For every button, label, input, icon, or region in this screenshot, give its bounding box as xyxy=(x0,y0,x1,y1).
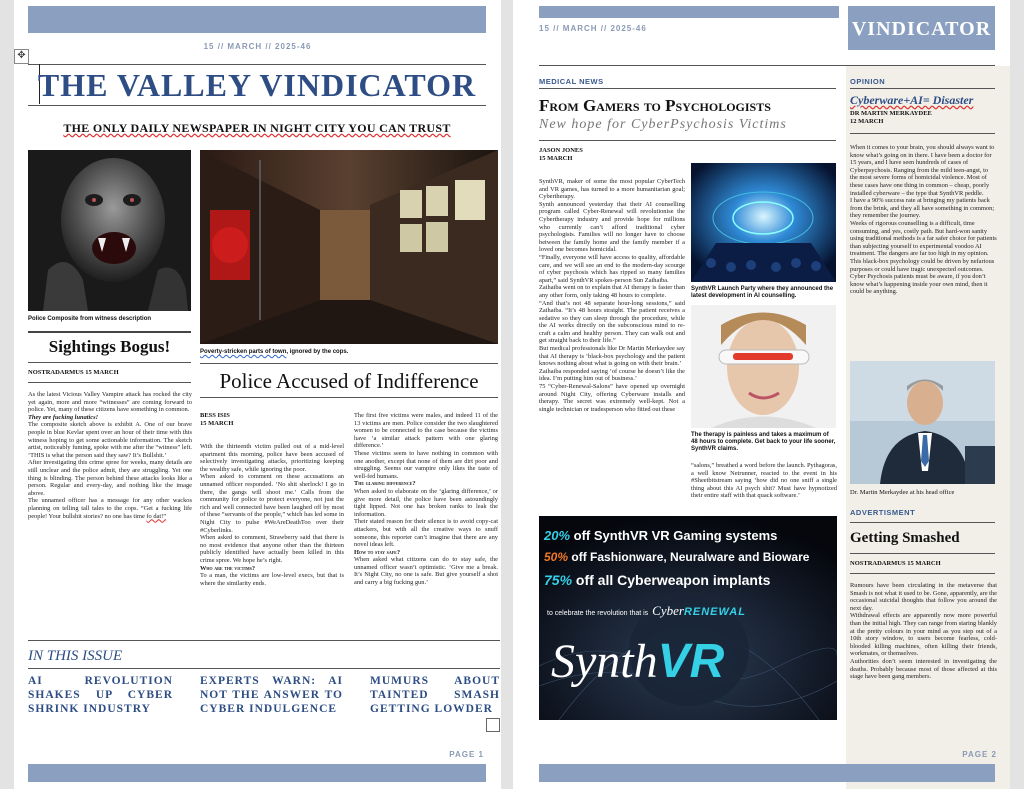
ad-celebrate: to celebrate the revolution that is CyberRENEWAL xyxy=(547,603,746,618)
doctor-photo xyxy=(850,361,995,484)
opinion-body: When it comes to your brain, you should always want to know what’s going on in there. I have been a doctor for 15 years, and I have seen hundreds of cases of Cyberpsychosis. Ranging from the mild teen-angst, to the most severe forms of homicidal violence. Most of these cases have one thing in common – cheap, poorly installed cyberware – the type that SynthVR peddle. I have a 90% success rate at bringing my patients back from the brink, and they all have something in common; they remember the journey. Weeks of rigorous counselling is a difficult, time consuming, and yes, costly path. But hard-won sanity using traditional methods is a far safer choice for patients than subjecting yourself to experimental voodoo AI treatment. The dangers are far too high in my opinion. This black-box psychology could be driven by nefarious purposes or could have tragic unexpected outcomes. Cyber Psychosis patients must be aware, if you don’t know what’s happening inside your own mind, then it could be anything. xyxy=(850,144,997,296)
page-number: PAGE 2 xyxy=(962,750,997,759)
ad-line-3: 75% off all Cyberweapon implants xyxy=(544,572,771,588)
footer-band xyxy=(28,764,486,782)
article1-headline: Sightings Bogus! xyxy=(48,337,171,356)
article2-col2: The first five victims were males, and indeed 11 of the 13 victims are men. Police consider the two slaughtered women to be connected to the case because the victims have ‘a similar attack pattern with one glaring difference.’ These victims seem to have nothing in common with one another, except that none of them are dirt poor and struggling. Seems our vampire only likes the taste of well-fed humans. The glaring difference? When asked to elaborate on the ‘glaring difference,’ or give more detail, the police have been astoundingly tight lipped. Not one has broken ranks to leak the information. Their stated reason for their silence is to avoid copy-cat attackers, but with all the creative ways to snuff someone, this reporter can’t imagine that there are any novel ideas left. How to stay safe? When asked what citizens can do to stay safe, the unnamed officer wasn’t optimistic. ‘Give me a break. It’s Night City, no one is safe. But give yourself a shot and carry a big fucking gun.’ xyxy=(354,412,498,587)
page-meta: 15 // MARCH // 2025-46 xyxy=(203,42,312,51)
move-handle-icon[interactable]: ✥ xyxy=(14,49,29,64)
advert-byline: NOSTRADARMUS 15 MARCH xyxy=(850,560,941,567)
divider xyxy=(200,397,498,398)
ad-synthvr-logo: SynthVR xyxy=(551,635,725,688)
divider xyxy=(539,88,836,89)
vr-launch-party-image xyxy=(691,163,836,282)
main-col2: “salons,” breathed a word before the launch. Pythagoras, a well know Netrunner, reacted to the event in his #Sheetbitstream saying ‘how did no one sniff a single thing about this AI psych shit? Must have hypnotized their entire staff with that quack software.’ xyxy=(691,462,837,500)
divider xyxy=(28,382,191,383)
opinion-title: Cyberware+AI= Disaster xyxy=(850,93,974,107)
footer-band xyxy=(539,764,995,782)
divider xyxy=(28,105,486,106)
header-band xyxy=(539,6,839,18)
therapy-woman-image xyxy=(691,305,836,428)
vr-caption: SynthVR Launch Party where they announced the latest development in AI counselling. xyxy=(691,286,834,299)
article1-body: As the latest Vicious Valley Vampire attack has rocked the city yet again, more and more “witnesses” are coming forward to police. Yet, many of these citizens have something in common. They are fucking lunatics! The composite sketch above is exhibit A. One of our brave people in blue Kevlar spent over an hour of their time with this witness hoping to get some actionable information. The sketch artist, noticeably fuming, spoke with me after the “witness” left. ‘THIS is what the person said they saw? It’s Bullshit.’ After investigating this crime spree for weeks, many details are still unclear and the police admit, they are struggling. Yet one thing is blinding. The person behind these attacks looks like a person. Regular and every-day, and nothing like the image above. The unnamed officer has a message for any other wackos planning on telling tall tales to the cops. “Get a fucking life people! Your bullshit stories? no one has time fo dat!” xyxy=(28,391,192,520)
page-meta: 15 // MARCH // 2025-46 xyxy=(539,24,647,33)
main-byline: JASON JONES 15 MARCH xyxy=(539,147,583,162)
teaser-2[interactable]: EXPERTS WARN: AI NOT THE ANSWER TO CYBER INDULGENCE xyxy=(200,675,343,715)
page-1 xyxy=(14,0,501,789)
alley-caption: Poverty-stricken parts of town, ignored by the cops. xyxy=(200,349,349,355)
ad-line-2: 50% off Fashionware, Neuralware and Bioware xyxy=(544,550,810,564)
masthead: THE VALLEY VINDICATOR xyxy=(37,67,477,103)
divider xyxy=(28,640,500,641)
tagline: THE ONLY DAILY NEWSPAPER IN NIGHT CITY YOU CAN TRUST xyxy=(63,121,451,135)
alley-image xyxy=(200,150,498,344)
divider xyxy=(850,522,995,523)
advert-headline: Getting Smashed xyxy=(850,530,960,546)
divider xyxy=(28,331,191,333)
divider xyxy=(539,140,836,141)
article2-byline: BESS ISIS 15 MARCH xyxy=(200,412,234,427)
main-section-label: MEDICAL NEWS xyxy=(539,77,604,86)
main-col1: SynthVR, maker of some the most popular CyberTech and VR games, has turned to a more humanitarian goal; Cybertherapy. Synth announced yesterday that their AI counselling program called Cyber-Renewal will revolutionise the Cybertherapy industry and provide hope for millions who currently can’t afford traditional cyber psychologists. Families will no longer have to choose between the family home and the family member if a loved one becomes homicidal. “Finally, everyone will have access to quality, affordable care, and we will see an end to the modern-day scourge of cyber psychosis which has ripped so many families apart,” said SynthVR spokes-person Sun Zaihaiba. Zaihaiba went on to explain that AI therapy is faster than any other form, only taking 48 hours to complete. “And that’s not 48 separate hour-long sessions,” said Zaihaiba. “It’s 48 hours straight. The patient receives a sedative so they can sleep through the procedure, while the AI works directly on the subconscious mind to re-craft a calm and healthy person. They can walk out and get straight back to their life.” But medical professionals like Dr Martin Merkaydee say that AI therapy is ‘black-box psychology and the patient knows nothing about what is going on with their brain.’ Zaihaiba responded saying ‘of course he doesn’t like the idea. I’m putting him out of business.’ 75 “Cyber-Renewal-Salons” have opened up overnight around Night City, offering Cyberware installs and therapy. The secret was extremely well-kept. Not a single technician or tradesperson who fitted out these xyxy=(539,178,685,413)
ad-line-1: 20% off SynthVR VR Gaming systems xyxy=(544,528,778,543)
in-this-issue-heading: IN THIS ISSUE xyxy=(28,648,123,664)
divider xyxy=(28,362,191,363)
doctor-caption: Dr. Martin Merkaydee at his head office xyxy=(850,489,955,496)
main-headline: From Gamers to Psychologists xyxy=(539,96,771,115)
woman-caption: The therapy is painless and takes a maximum of 48 hours to complete. Get back to your life sooner, SynthVR claims. xyxy=(691,432,836,452)
divider xyxy=(28,64,486,65)
synthvr-advert[interactable] xyxy=(539,516,837,720)
vampire-composite-image xyxy=(28,150,191,311)
header-title: VINDICATOR xyxy=(848,6,995,50)
divider xyxy=(200,363,498,364)
opinion-section-label: OPINION xyxy=(850,77,886,86)
page-2 xyxy=(513,0,1010,789)
page-number: PAGE 1 xyxy=(449,750,484,759)
divider xyxy=(28,668,500,669)
divider xyxy=(850,553,995,554)
main-subhead: New hope for CyberPsychosis Victims xyxy=(539,117,787,132)
teaser-1[interactable]: AI REVOLUTION SHAKES UP CYBER SHRINK INDUSTRY xyxy=(28,675,173,715)
article1-byline: NOSTRADARMUS 15 MARCH xyxy=(28,369,119,376)
article2-headline: Police Accused of Indifference xyxy=(219,369,479,393)
opinion-byline: DR MARTIN MERKAYDEE 12 MARCH xyxy=(850,110,932,125)
article2-col1: With the thirteenth victim pulled out of a mid-level apartment this morning, police have been accused of selectively investigating attacks, prioritizing keeping the wealthy safe, while ignoring the poor. When asked to comment on these accusations an unnamed officer responded. ‘No shit sherlock! I go in there, the gangs will shoot me.’ Calls from the community for police to protect everyone, not just the rich and well connected have been laughed off by most of these “servants of the people,” which has led some in Night City to pulse #WeAreDeathToo over their #Cyberlinks. When asked to comment, Strawberry said that there is no most evidence that anyone other than the thirteen publicly identified have actually been killed in this crime spree. We hope he’s right. Who are the victims? To a man, the victims are low-level execs, but that is where the similarity ends. xyxy=(200,443,344,587)
advert-body: Rumours have been circulating in the metaverse that Smash is not what it used to be. Gone, apparently, are the occasional suicidal thoughts that follow you around the next day. Withdrawal effects are apparently now more powerful than the initial high. They can range from staring blankly at the pretty colours in your mind as you step out of a 10th story window, to users become fearless, cold-blooded killing machines, often killing their friends, workmates, or themselves. Authorities don’t seem interested in investigating the deaths. Probably because most of those affected at this stage have been gang members. xyxy=(850,582,997,681)
teaser-3[interactable]: MUMURS ABOUT TAINTED SMASH GETTING LOWDER xyxy=(370,675,500,715)
header-band xyxy=(28,6,486,33)
vampire-caption: Police Composite from witness description xyxy=(28,316,152,322)
divider xyxy=(850,88,995,89)
divider xyxy=(850,573,995,574)
advert-section-label: ADVERTISMENT xyxy=(850,508,916,517)
divider xyxy=(850,133,995,134)
resize-handle[interactable] xyxy=(486,718,500,732)
